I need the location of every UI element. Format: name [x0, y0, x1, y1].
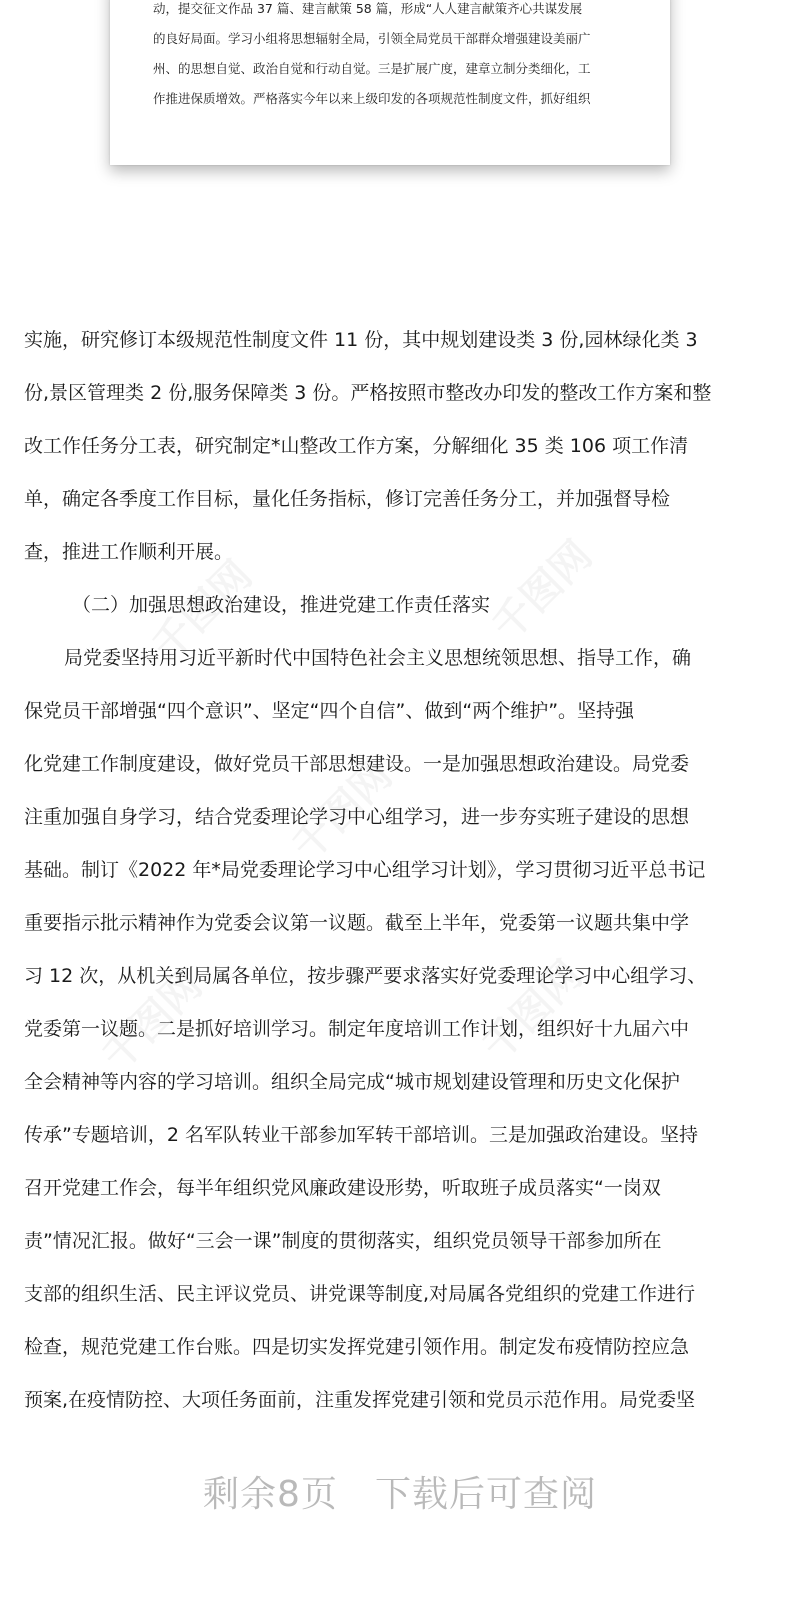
text-line: 召开党建工作会，每半年组织党风廉政建设形势，听取班子成员落实“一岗双 — [24, 1177, 661, 1199]
preview-text — [153, 0, 643, 114]
text-line: 注重加强自身学习，结合党委理论学习中心组学习，进一步夯实班子建设的思想 — [24, 806, 690, 828]
text-line: 查，推进工作顺利开展。 — [24, 541, 234, 563]
preview-line: 作推进保质增效。严格落实今年以来上级印发的各项规范性制度文件，抓好组织 — [153, 91, 591, 106]
text-line: 传承”专题培训，2 名军队转业干部参加军转干部培训。三是加强政治建设。坚持 — [24, 1124, 698, 1146]
text-line: 检查，规范党建工作台账。四是切实发挥党建引领作用。制定发布疫情防控应急 — [24, 1336, 690, 1358]
text-line: 责”情况汇报。做好“三会一课”制度的贯彻落实，组织党员领导干部参加所在 — [24, 1230, 662, 1252]
text-line: 基础。制订《2022 年*局党委理论学习中心组学习计划》，学习贯彻习近平总书记 — [24, 859, 706, 881]
text-line: 局党委坚持用习近平新时代中国特色社会主义思想统领思想、指导工作，确 — [64, 647, 692, 669]
preview-line: 州、的思想自觉、政治自觉和行动自觉。三是扩展广度，建章立制分类细化，工 — [153, 61, 591, 76]
text-line: 份,景区管理类 2 份,服务保障类 3 份。严格按照市整改办印发的整改工作方案和整 — [24, 382, 712, 404]
remaining-pages-banner[interactable]: 剩余8页 下载后可查阅 — [203, 1474, 597, 1515]
text-line: 改工作任务分工表，研究制定*山整改工作方案，分解细化 35 类 106 项工作清 — [24, 435, 689, 457]
text-line: 重要指示批示精神作为党委会议第一议题。截至上半年，党委第一议题共集中学 — [24, 912, 690, 934]
text-line: 支部的组织生活、民主评议党员、讲党课等制度,对局属各党组织的党建工作进行 — [24, 1283, 696, 1305]
preview-line: 动，提交征文作品 37 篇、建言献策 58 篇，形成“人人建言献策齐心共谋发展 — [153, 1, 583, 16]
text-line: 化党建工作制度建设，做好党员干部思想建设。一是加强思想政治建设。局党委 — [24, 753, 690, 775]
text-line: 单，确定各季度工作目标，量化任务指标，修订完善任务分工，并加强督导检 — [24, 488, 671, 510]
text-line: 保党员干部增强“四个意识”、坚定“四个自信”、做到“两个维护”。坚持强 — [24, 700, 635, 722]
preview-area — [0, 0, 800, 210]
document-body — [24, 314, 776, 1427]
text-line: 全会精神等内容的学习培训。组织全局完成“城市规划建设管理和历史文化保护 — [24, 1071, 680, 1093]
text-line: 实施，研究修订本级规范性制度文件 11 份，其中规划建设类 3 份,园林绿化类 3 — [24, 329, 698, 351]
text-line: 预案,在疫情防控、大项任务面前，注重发挥党建引领和党员示范作用。局党委坚 — [24, 1389, 696, 1411]
text-line: 习 12 次，从机关到局属各单位，按步骤严要求落实好党委理论学习中心组学习、 — [24, 965, 707, 987]
section-heading: （二）加强思想政治建设，推进党建工作责任落实 — [72, 594, 491, 616]
text-line: 党委第一议题。二是抓好培训学习。制定年度培训工作计划，组织好十九届六中 — [24, 1018, 690, 1040]
preview-line: 的良好局面。学习小组将思想辐射全局，引领全局党员干部群众增强建设美丽广 — [153, 31, 591, 46]
page-preview-card — [110, 0, 670, 165]
